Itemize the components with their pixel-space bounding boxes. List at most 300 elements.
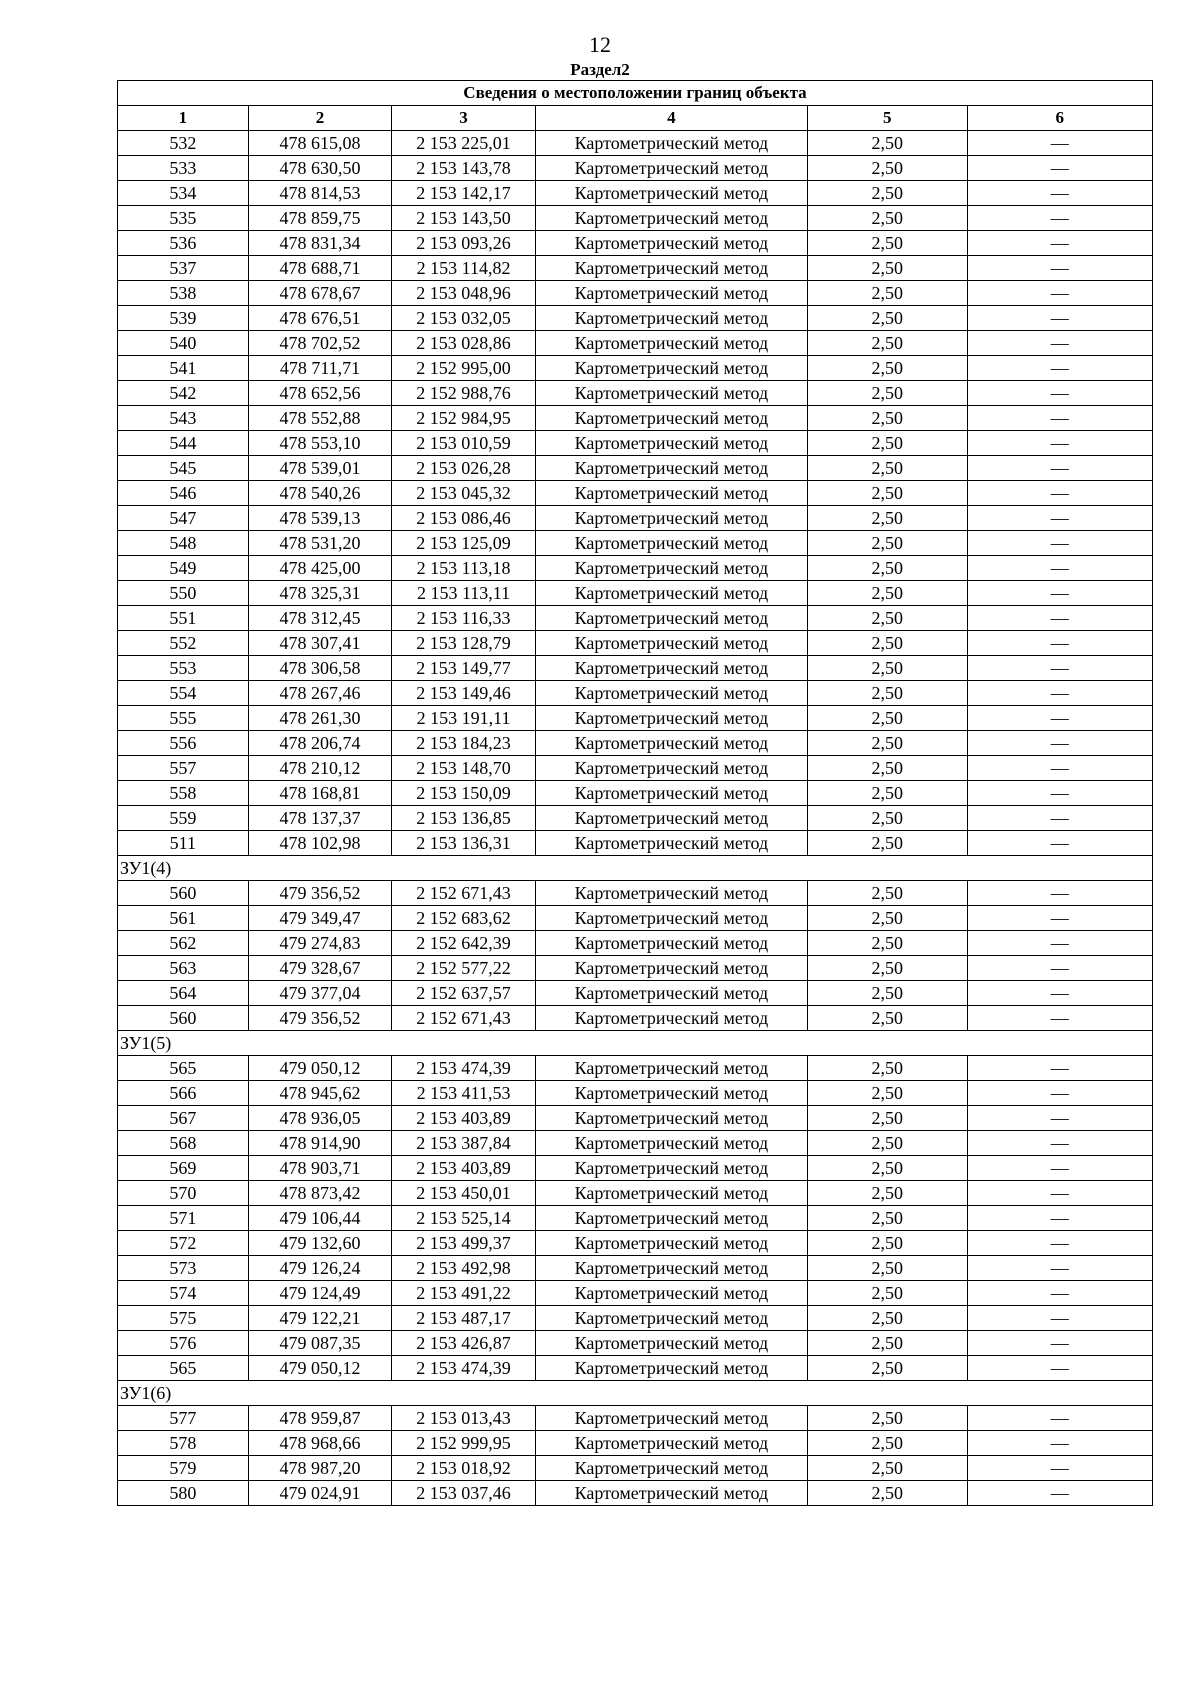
accuracy-cell: 2,50 — [807, 731, 967, 756]
method-cell: Картометрический метод — [535, 581, 807, 606]
y-coordinate-cell: 2 153 411,53 — [392, 1081, 536, 1106]
y-coordinate-cell: 2 153 148,70 — [392, 756, 536, 781]
y-coordinate-cell: 2 153 149,46 — [392, 681, 536, 706]
accuracy-cell: 2,50 — [807, 956, 967, 981]
method-cell: Картометрический метод — [535, 1456, 807, 1481]
table-row — [118, 631, 1153, 656]
method-cell: Картометрический метод — [535, 881, 807, 906]
method-cell: Картометрический метод — [535, 1306, 807, 1331]
accuracy-cell: 2,50 — [807, 1331, 967, 1356]
accuracy-cell: 2,50 — [807, 906, 967, 931]
method-cell: Картометрический метод — [535, 381, 807, 406]
accuracy-cell: 2,50 — [807, 656, 967, 681]
description-cell: — — [967, 431, 1152, 456]
accuracy-cell: 2,50 — [807, 631, 967, 656]
description-cell: — — [967, 681, 1152, 706]
description-cell: — — [967, 956, 1152, 981]
table-row — [118, 1281, 1153, 1306]
y-coordinate-cell: 2 153 525,14 — [392, 1206, 536, 1231]
y-coordinate-cell: 2 152 671,43 — [392, 881, 536, 906]
description-cell: — — [967, 881, 1152, 906]
y-coordinate-cell: 2 153 491,22 — [392, 1281, 536, 1306]
method-cell: Картометрический метод — [535, 606, 807, 631]
method-cell: Картометрический метод — [535, 681, 807, 706]
description-cell: — — [967, 1106, 1152, 1131]
table-row — [118, 606, 1153, 631]
group-header-row — [118, 1381, 1153, 1406]
point-number-cell: 540 — [118, 331, 249, 356]
table-row — [118, 556, 1153, 581]
accuracy-cell: 2,50 — [807, 1056, 967, 1081]
group-header-row — [118, 856, 1153, 881]
group-label: ЗУ1(5) — [118, 1031, 1153, 1056]
y-coordinate-cell: 2 153 013,43 — [392, 1406, 536, 1431]
table-row — [118, 306, 1153, 331]
table-row — [118, 1181, 1153, 1206]
method-cell: Картометрический метод — [535, 356, 807, 381]
description-cell: — — [967, 1306, 1152, 1331]
description-cell: — — [967, 731, 1152, 756]
method-cell: Картометрический метод — [535, 506, 807, 531]
point-number-cell: 557 — [118, 756, 249, 781]
method-cell: Картометрический метод — [535, 631, 807, 656]
point-number-cell: 554 — [118, 681, 249, 706]
x-coordinate-cell: 478 873,42 — [248, 1181, 392, 1206]
table-row — [118, 381, 1153, 406]
y-coordinate-cell: 2 152 637,57 — [392, 981, 536, 1006]
description-cell: — — [967, 1006, 1152, 1031]
y-coordinate-cell: 2 153 048,96 — [392, 281, 536, 306]
y-coordinate-cell: 2 153 184,23 — [392, 731, 536, 756]
method-cell: Картометрический метод — [535, 1256, 807, 1281]
table-row — [118, 206, 1153, 231]
y-coordinate-cell: 2 153 028,86 — [392, 331, 536, 356]
accuracy-cell: 2,50 — [807, 681, 967, 706]
accuracy-cell: 2,50 — [807, 581, 967, 606]
description-cell: — — [967, 181, 1152, 206]
accuracy-cell: 2,50 — [807, 406, 967, 431]
method-cell: Картометрический метод — [535, 1206, 807, 1231]
accuracy-cell: 2,50 — [807, 606, 967, 631]
table-row — [118, 1256, 1153, 1281]
y-coordinate-cell: 2 153 093,26 — [392, 231, 536, 256]
point-number-cell: 570 — [118, 1181, 249, 1206]
point-number-cell: 544 — [118, 431, 249, 456]
description-cell: — — [967, 631, 1152, 656]
table-row — [118, 681, 1153, 706]
point-number-cell: 511 — [118, 831, 249, 856]
x-coordinate-cell: 479 124,49 — [248, 1281, 392, 1306]
y-coordinate-cell: 2 153 114,82 — [392, 256, 536, 281]
x-coordinate-cell: 478 688,71 — [248, 256, 392, 281]
method-cell: Картометрический метод — [535, 1106, 807, 1131]
method-cell: Картометрический метод — [535, 1331, 807, 1356]
table-row — [118, 181, 1153, 206]
y-coordinate-cell: 2 153 149,77 — [392, 656, 536, 681]
x-coordinate-cell: 479 106,44 — [248, 1206, 392, 1231]
table-row — [118, 706, 1153, 731]
table-row — [118, 1431, 1153, 1456]
table-row — [118, 806, 1153, 831]
method-cell: Картометрический метод — [535, 481, 807, 506]
table-row — [118, 281, 1153, 306]
point-number-cell: 552 — [118, 631, 249, 656]
method-cell: Картометрический метод — [535, 1181, 807, 1206]
x-coordinate-cell: 478 936,05 — [248, 1106, 392, 1131]
y-coordinate-cell: 2 153 113,11 — [392, 581, 536, 606]
x-coordinate-cell: 479 050,12 — [248, 1056, 392, 1081]
x-coordinate-cell: 478 676,51 — [248, 306, 392, 331]
description-cell: — — [967, 156, 1152, 181]
method-cell: Картометрический метод — [535, 1356, 807, 1381]
x-coordinate-cell: 478 678,67 — [248, 281, 392, 306]
x-coordinate-cell: 478 959,87 — [248, 1406, 392, 1431]
description-cell: — — [967, 1481, 1152, 1506]
point-number-cell: 578 — [118, 1431, 249, 1456]
x-coordinate-cell: 479 356,52 — [248, 881, 392, 906]
accuracy-cell: 2,50 — [807, 1156, 967, 1181]
accuracy-cell: 2,50 — [807, 806, 967, 831]
column-number: 5 — [807, 106, 967, 131]
method-cell: Картометрический метод — [535, 281, 807, 306]
table-row — [118, 406, 1153, 431]
y-coordinate-cell: 2 153 387,84 — [392, 1131, 536, 1156]
y-coordinate-cell: 2 152 671,43 — [392, 1006, 536, 1031]
method-cell: Картометрический метод — [535, 1131, 807, 1156]
table-row — [118, 831, 1153, 856]
x-coordinate-cell: 479 349,47 — [248, 906, 392, 931]
y-coordinate-cell: 2 153 487,17 — [392, 1306, 536, 1331]
table-row — [118, 1206, 1153, 1231]
point-number-cell: 545 — [118, 456, 249, 481]
point-number-cell: 555 — [118, 706, 249, 731]
method-cell: Картометрический метод — [535, 206, 807, 231]
accuracy-cell: 2,50 — [807, 556, 967, 581]
x-coordinate-cell: 478 206,74 — [248, 731, 392, 756]
x-coordinate-cell: 479 126,24 — [248, 1256, 392, 1281]
y-coordinate-cell: 2 153 450,01 — [392, 1181, 536, 1206]
accuracy-cell: 2,50 — [807, 981, 967, 1006]
description-cell: — — [967, 831, 1152, 856]
x-coordinate-cell: 478 539,13 — [248, 506, 392, 531]
y-coordinate-cell: 2 153 403,89 — [392, 1156, 536, 1181]
table-row — [118, 1406, 1153, 1431]
description-cell: — — [967, 806, 1152, 831]
point-number-cell: 571 — [118, 1206, 249, 1231]
method-cell: Картометрический метод — [535, 331, 807, 356]
table-row — [118, 881, 1153, 906]
point-number-cell: 558 — [118, 781, 249, 806]
x-coordinate-cell: 478 137,37 — [248, 806, 392, 831]
table-row — [118, 481, 1153, 506]
table-row — [118, 156, 1153, 181]
point-number-cell: 579 — [118, 1456, 249, 1481]
method-cell: Картометрический метод — [535, 731, 807, 756]
accuracy-cell: 2,50 — [807, 181, 967, 206]
y-coordinate-cell: 2 152 984,95 — [392, 406, 536, 431]
point-number-cell: 560 — [118, 881, 249, 906]
y-coordinate-cell: 2 153 143,78 — [392, 156, 536, 181]
accuracy-cell: 2,50 — [807, 1306, 967, 1331]
x-coordinate-cell: 478 102,98 — [248, 831, 392, 856]
description-cell: — — [967, 381, 1152, 406]
table-row — [118, 756, 1153, 781]
y-coordinate-cell: 2 153 026,28 — [392, 456, 536, 481]
group-header-row — [118, 1031, 1153, 1056]
accuracy-cell: 2,50 — [807, 306, 967, 331]
y-coordinate-cell: 2 153 010,59 — [392, 431, 536, 456]
accuracy-cell: 2,50 — [807, 706, 967, 731]
point-number-cell: 535 — [118, 206, 249, 231]
accuracy-cell: 2,50 — [807, 881, 967, 906]
point-number-cell: 566 — [118, 1081, 249, 1106]
point-number-cell: 536 — [118, 231, 249, 256]
x-coordinate-cell: 478 312,45 — [248, 606, 392, 631]
x-coordinate-cell: 479 377,04 — [248, 981, 392, 1006]
accuracy-cell: 2,50 — [807, 531, 967, 556]
description-cell: — — [967, 456, 1152, 481]
method-cell: Картометрический метод — [535, 1281, 807, 1306]
y-coordinate-cell: 2 153 142,17 — [392, 181, 536, 206]
point-number-cell: 541 — [118, 356, 249, 381]
x-coordinate-cell: 478 540,26 — [248, 481, 392, 506]
x-coordinate-cell: 479 328,67 — [248, 956, 392, 981]
method-cell: Картометрический метод — [535, 806, 807, 831]
x-coordinate-cell: 479 024,91 — [248, 1481, 392, 1506]
accuracy-cell: 2,50 — [807, 1256, 967, 1281]
accuracy-cell: 2,50 — [807, 1106, 967, 1131]
accuracy-cell: 2,50 — [807, 1206, 967, 1231]
accuracy-cell: 2,50 — [807, 1131, 967, 1156]
table-row — [118, 256, 1153, 281]
table-row — [118, 506, 1153, 531]
description-cell: — — [967, 256, 1152, 281]
y-coordinate-cell: 2 153 150,09 — [392, 781, 536, 806]
description-cell: — — [967, 581, 1152, 606]
x-coordinate-cell: 478 552,88 — [248, 406, 392, 431]
description-cell: — — [967, 531, 1152, 556]
accuracy-cell: 2,50 — [807, 1456, 967, 1481]
table-row — [118, 981, 1153, 1006]
y-coordinate-cell: 2 152 642,39 — [392, 931, 536, 956]
x-coordinate-cell: 478 859,75 — [248, 206, 392, 231]
accuracy-cell: 2,50 — [807, 256, 967, 281]
accuracy-cell: 2,50 — [807, 756, 967, 781]
x-coordinate-cell: 479 274,83 — [248, 931, 392, 956]
point-number-cell: 533 — [118, 156, 249, 181]
method-cell: Картометрический метод — [535, 1081, 807, 1106]
description-cell: — — [967, 1081, 1152, 1106]
x-coordinate-cell: 478 267,46 — [248, 681, 392, 706]
description-cell: — — [967, 1356, 1152, 1381]
point-number-cell: 561 — [118, 906, 249, 931]
accuracy-cell: 2,50 — [807, 1281, 967, 1306]
table-row — [118, 1231, 1153, 1256]
table-row — [118, 781, 1153, 806]
x-coordinate-cell: 478 306,58 — [248, 656, 392, 681]
method-cell: Картометрический метод — [535, 1156, 807, 1181]
description-cell: — — [967, 1331, 1152, 1356]
y-coordinate-cell: 2 153 474,39 — [392, 1356, 536, 1381]
boundary-coordinates-table — [117, 80, 1153, 1506]
description-cell: — — [967, 281, 1152, 306]
accuracy-cell: 2,50 — [807, 456, 967, 481]
method-cell: Картометрический метод — [535, 231, 807, 256]
table-row — [118, 1331, 1153, 1356]
y-coordinate-cell: 2 152 999,95 — [392, 1431, 536, 1456]
point-number-cell: 538 — [118, 281, 249, 306]
x-coordinate-cell: 478 210,12 — [248, 756, 392, 781]
table-row — [118, 731, 1153, 756]
y-coordinate-cell: 2 153 143,50 — [392, 206, 536, 231]
description-cell: — — [967, 356, 1152, 381]
description-cell: — — [967, 1131, 1152, 1156]
group-label: ЗУ1(6) — [118, 1381, 1153, 1406]
column-numbers-row — [118, 106, 1153, 131]
x-coordinate-cell: 478 987,20 — [248, 1456, 392, 1481]
description-cell: — — [967, 706, 1152, 731]
y-coordinate-cell: 2 153 499,37 — [392, 1231, 536, 1256]
x-coordinate-cell: 478 615,08 — [248, 131, 392, 156]
method-cell: Картометрический метод — [535, 1056, 807, 1081]
method-cell: Картометрический метод — [535, 981, 807, 1006]
method-cell: Картометрический метод — [535, 906, 807, 931]
table-row — [118, 456, 1153, 481]
group-label: ЗУ1(4) — [118, 856, 1153, 881]
y-coordinate-cell: 2 153 125,09 — [392, 531, 536, 556]
table-row — [118, 656, 1153, 681]
x-coordinate-cell: 479 122,21 — [248, 1306, 392, 1331]
page-number: 12 — [589, 32, 611, 57]
section-title: Раздел2 — [570, 60, 630, 79]
description-cell: — — [967, 1456, 1152, 1481]
description-cell: — — [967, 1231, 1152, 1256]
x-coordinate-cell: 478 325,31 — [248, 581, 392, 606]
method-cell: Картометрический метод — [535, 256, 807, 281]
table-row — [118, 1131, 1153, 1156]
point-number-cell: 562 — [118, 931, 249, 956]
accuracy-cell: 2,50 — [807, 381, 967, 406]
description-cell: — — [967, 906, 1152, 931]
method-cell: Картометрический метод — [535, 556, 807, 581]
x-coordinate-cell: 478 425,00 — [248, 556, 392, 581]
column-number: 6 — [967, 106, 1152, 131]
point-number-cell: 547 — [118, 506, 249, 531]
table-row — [118, 1081, 1153, 1106]
point-number-cell: 576 — [118, 1331, 249, 1356]
method-cell: Картометрический метод — [535, 306, 807, 331]
method-cell: Картометрический метод — [535, 956, 807, 981]
description-cell: — — [967, 1206, 1152, 1231]
y-coordinate-cell: 2 153 113,18 — [392, 556, 536, 581]
table-row — [118, 1356, 1153, 1381]
accuracy-cell: 2,50 — [807, 1481, 967, 1506]
y-coordinate-cell: 2 153 116,33 — [392, 606, 536, 631]
y-coordinate-cell: 2 153 136,31 — [392, 831, 536, 856]
table-row — [118, 231, 1153, 256]
point-number-cell: 537 — [118, 256, 249, 281]
accuracy-cell: 2,50 — [807, 831, 967, 856]
description-cell: — — [967, 1256, 1152, 1281]
description-cell: — — [967, 781, 1152, 806]
accuracy-cell: 2,50 — [807, 1006, 967, 1031]
table-row — [118, 1456, 1153, 1481]
accuracy-cell: 2,50 — [807, 331, 967, 356]
description-cell: — — [967, 606, 1152, 631]
point-number-cell: 542 — [118, 381, 249, 406]
column-number: 3 — [392, 106, 536, 131]
accuracy-cell: 2,50 — [807, 206, 967, 231]
y-coordinate-cell: 2 153 136,85 — [392, 806, 536, 831]
method-cell: Картометрический метод — [535, 531, 807, 556]
x-coordinate-cell: 478 814,53 — [248, 181, 392, 206]
description-cell: — — [967, 1431, 1152, 1456]
method-cell: Картометрический метод — [535, 406, 807, 431]
x-coordinate-cell: 478 945,62 — [248, 1081, 392, 1106]
point-number-cell: 551 — [118, 606, 249, 631]
y-coordinate-cell: 2 153 474,39 — [392, 1056, 536, 1081]
y-coordinate-cell: 2 153 086,46 — [392, 506, 536, 531]
description-cell: — — [967, 481, 1152, 506]
accuracy-cell: 2,50 — [807, 481, 967, 506]
point-number-cell: 548 — [118, 531, 249, 556]
method-cell: Картометрический метод — [535, 456, 807, 481]
description-cell: — — [967, 506, 1152, 531]
point-number-cell: 556 — [118, 731, 249, 756]
table-row — [118, 956, 1153, 981]
y-coordinate-cell: 2 153 403,89 — [392, 1106, 536, 1131]
x-coordinate-cell: 478 652,56 — [248, 381, 392, 406]
description-cell: — — [967, 131, 1152, 156]
point-number-cell: 539 — [118, 306, 249, 331]
y-coordinate-cell: 2 152 683,62 — [392, 906, 536, 931]
point-number-cell: 575 — [118, 1306, 249, 1331]
point-number-cell: 577 — [118, 1406, 249, 1431]
point-number-cell: 563 — [118, 956, 249, 981]
accuracy-cell: 2,50 — [807, 781, 967, 806]
point-number-cell: 534 — [118, 181, 249, 206]
accuracy-cell: 2,50 — [807, 281, 967, 306]
table-row — [118, 1306, 1153, 1331]
point-number-cell: 564 — [118, 981, 249, 1006]
description-cell: — — [967, 406, 1152, 431]
accuracy-cell: 2,50 — [807, 231, 967, 256]
y-coordinate-cell: 2 153 037,46 — [392, 1481, 536, 1506]
x-coordinate-cell: 478 307,41 — [248, 631, 392, 656]
point-number-cell: 569 — [118, 1156, 249, 1181]
point-number-cell: 546 — [118, 481, 249, 506]
description-cell: — — [967, 756, 1152, 781]
table-row — [118, 1006, 1153, 1031]
table-caption: Сведения о местоположении границ объекта — [118, 81, 1153, 106]
accuracy-cell: 2,50 — [807, 1231, 967, 1256]
point-number-cell: 553 — [118, 656, 249, 681]
point-number-cell: 532 — [118, 131, 249, 156]
column-number: 2 — [248, 106, 392, 131]
point-number-cell: 565 — [118, 1056, 249, 1081]
y-coordinate-cell: 2 152 995,00 — [392, 356, 536, 381]
description-cell: — — [967, 556, 1152, 581]
table-row — [118, 906, 1153, 931]
y-coordinate-cell: 2 153 032,05 — [392, 306, 536, 331]
point-number-cell: 543 — [118, 406, 249, 431]
method-cell: Картометрический метод — [535, 1231, 807, 1256]
x-coordinate-cell: 478 968,66 — [248, 1431, 392, 1456]
accuracy-cell: 2,50 — [807, 1431, 967, 1456]
y-coordinate-cell: 2 153 191,11 — [392, 706, 536, 731]
point-number-cell: 568 — [118, 1131, 249, 1156]
column-number: 4 — [535, 106, 807, 131]
